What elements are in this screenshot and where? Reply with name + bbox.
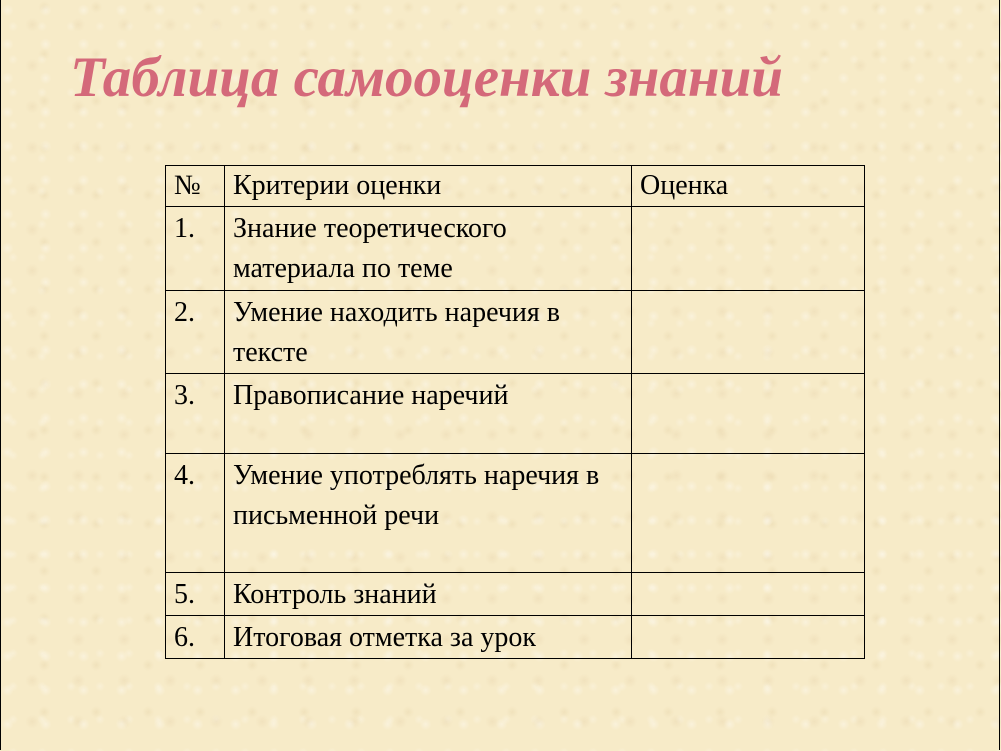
row-grade-cell bbox=[632, 616, 865, 659]
table-row bbox=[166, 291, 865, 374]
row-criteria: Умение употреблять наречия в письменной речи bbox=[225, 454, 632, 573]
page-title: Таблица самооценки знаний bbox=[70, 46, 783, 109]
row-number: 2. bbox=[166, 291, 225, 374]
row-criteria: Знание теоретического материала по теме bbox=[225, 207, 632, 291]
table-row bbox=[166, 207, 865, 291]
table-row bbox=[166, 616, 865, 659]
row-grade-cell bbox=[632, 374, 865, 454]
row-criteria: Итоговая отметка за урок bbox=[225, 616, 632, 659]
row-number: 3. bbox=[166, 374, 225, 454]
header-criteria: Критерии оценки bbox=[225, 166, 632, 207]
row-number: 6. bbox=[166, 616, 225, 659]
row-number: 4. bbox=[166, 454, 225, 573]
row-criteria: Контроль знаний bbox=[225, 573, 632, 616]
row-grade-cell bbox=[632, 573, 865, 616]
table-row bbox=[166, 374, 865, 454]
row-grade-cell bbox=[632, 454, 865, 573]
table-header-row bbox=[166, 166, 865, 207]
row-number: 5. bbox=[166, 573, 225, 616]
table-row bbox=[166, 454, 865, 573]
header-number: № bbox=[166, 166, 225, 207]
self-assessment-table bbox=[165, 165, 865, 659]
row-number: 1. bbox=[166, 207, 225, 291]
header-grade: Оценка bbox=[632, 166, 865, 207]
row-criteria: Правописание наречий bbox=[225, 374, 632, 454]
row-grade-cell bbox=[632, 207, 865, 291]
table-row bbox=[166, 573, 865, 616]
row-criteria: Умение находить наречия в тексте bbox=[225, 291, 632, 374]
row-grade-cell bbox=[632, 291, 865, 374]
